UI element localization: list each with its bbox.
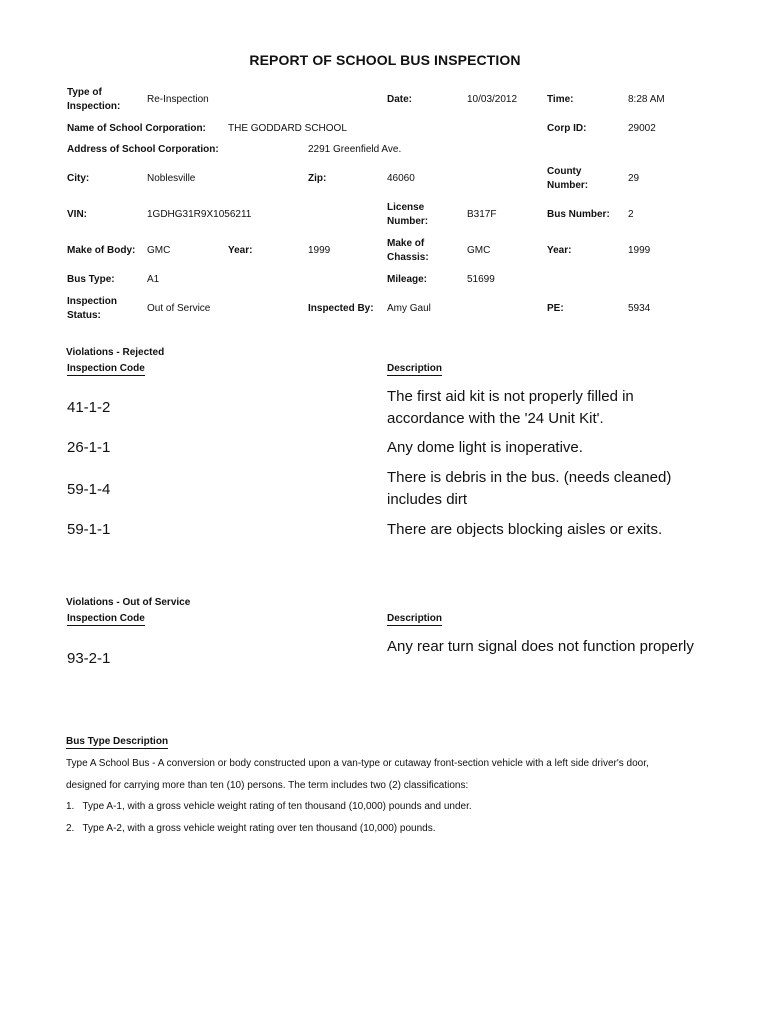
license-value: B317F — [467, 209, 497, 220]
violation-description: There are objects blocking aisles or exits. — [387, 521, 663, 538]
violation-code: 26-1-1 — [67, 439, 111, 456]
rejected-code-header: Inspection Code — [67, 363, 145, 374]
county-label: County Number: — [547, 166, 589, 191]
bus-type-label: Bus Type: — [67, 274, 115, 285]
violation-description: There is debris in the bus. (needs cleaned) includes dirt — [387, 469, 672, 508]
year-chassis-value: 1999 — [628, 245, 651, 256]
inspected-by-value: Amy Gaul — [387, 303, 431, 314]
vin-label: VIN: — [67, 209, 87, 220]
bus-type-desc-line: Type A School Bus - A conversion or body constructed upon a van-type or cutaway front-section vehicle with a left side driver's door, — [66, 758, 649, 769]
violation-code: 59-1-4 — [67, 481, 111, 498]
time-value: 8:28 AM — [628, 94, 665, 105]
year-body-label: Year: — [228, 245, 253, 256]
bus-type-value: A1 — [147, 274, 160, 285]
type-of-inspection-label: Type of Inspection: — [67, 87, 121, 112]
corp-id-value: 29002 — [628, 123, 656, 134]
zip-value: 46060 — [387, 173, 415, 184]
address-label: Address of School Corporation: — [67, 144, 219, 155]
pe-label: PE: — [547, 303, 564, 314]
violation-code: 41-1-2 — [67, 399, 111, 416]
mileage-label: Mileage: — [387, 274, 428, 285]
time-label: Time: — [547, 94, 574, 105]
status-value: Out of Service — [147, 303, 211, 314]
make-body-label: Make of Body: — [67, 245, 136, 256]
oos-desc-header: Description — [387, 613, 443, 624]
bus-type-desc-line: designed for carrying more than ten (10) persons. The term includes two (2) classifications: — [66, 780, 469, 791]
vin-value: 1GDHG31R9X1056211 — [147, 209, 252, 220]
city-value: Noblesville — [147, 173, 196, 184]
year-chassis-label: Year: — [547, 245, 572, 256]
violation-description: The first aid kit is not properly filled in accordance with the '24 Unit Kit'. — [387, 388, 634, 427]
bus-type-list-item: 1. Type A-1, with a gross vehicle weight rating of ten thousand (10,000) pounds and under. — [66, 801, 472, 812]
status-label: Inspection Status: — [67, 296, 118, 321]
city-label: City: — [67, 173, 90, 184]
bus-number-value: 2 — [628, 209, 634, 220]
county-value: 29 — [628, 173, 640, 184]
rejected-desc-header: Description — [387, 363, 443, 374]
inspected-by-label: Inspected By: — [308, 303, 374, 314]
pe-value: 5934 — [628, 303, 651, 314]
year-body-value: 1999 — [308, 245, 331, 256]
violation-code: 93-2-1 — [67, 650, 111, 667]
violation-code: 59-1-1 — [67, 521, 111, 538]
address-value: 2291 Greenfield Ave. — [308, 144, 402, 155]
oos-code-header: Inspection Code — [67, 613, 145, 624]
make-chassis-value: GMC — [467, 245, 491, 256]
violation-description: Any rear turn signal does not function properly — [387, 638, 694, 655]
license-label: License Number: — [387, 202, 429, 227]
bus-number-label: Bus Number: — [547, 209, 610, 220]
school-corp-value: THE GODDARD SCHOOL — [228, 123, 347, 134]
zip-label: Zip: — [308, 173, 327, 184]
school-corp-label: Name of School Corporation: — [67, 123, 206, 134]
bus-type-desc-heading: Bus Type Description — [66, 736, 169, 747]
corp-id-label: Corp ID: — [547, 123, 587, 134]
date-label: Date: — [387, 94, 413, 105]
make-body-value: GMC — [147, 245, 171, 256]
make-chassis-label: Make of Chassis: — [387, 238, 429, 263]
rejected-heading: Violations - Rejected — [66, 347, 165, 358]
mileage-value: 51699 — [467, 274, 495, 285]
type-of-inspection-value: Re-Inspection — [147, 94, 209, 105]
violation-description: Any dome light is inoperative. — [387, 439, 583, 456]
out-of-service-heading: Violations - Out of Service — [66, 597, 191, 608]
date-value: 10/03/2012 — [467, 94, 518, 105]
report-title: REPORT OF SCHOOL BUS INSPECTION — [249, 52, 521, 68]
bus-type-list-item: 2. Type A-2, with a gross vehicle weight rating over ten thousand (10,000) pounds. — [66, 823, 436, 834]
